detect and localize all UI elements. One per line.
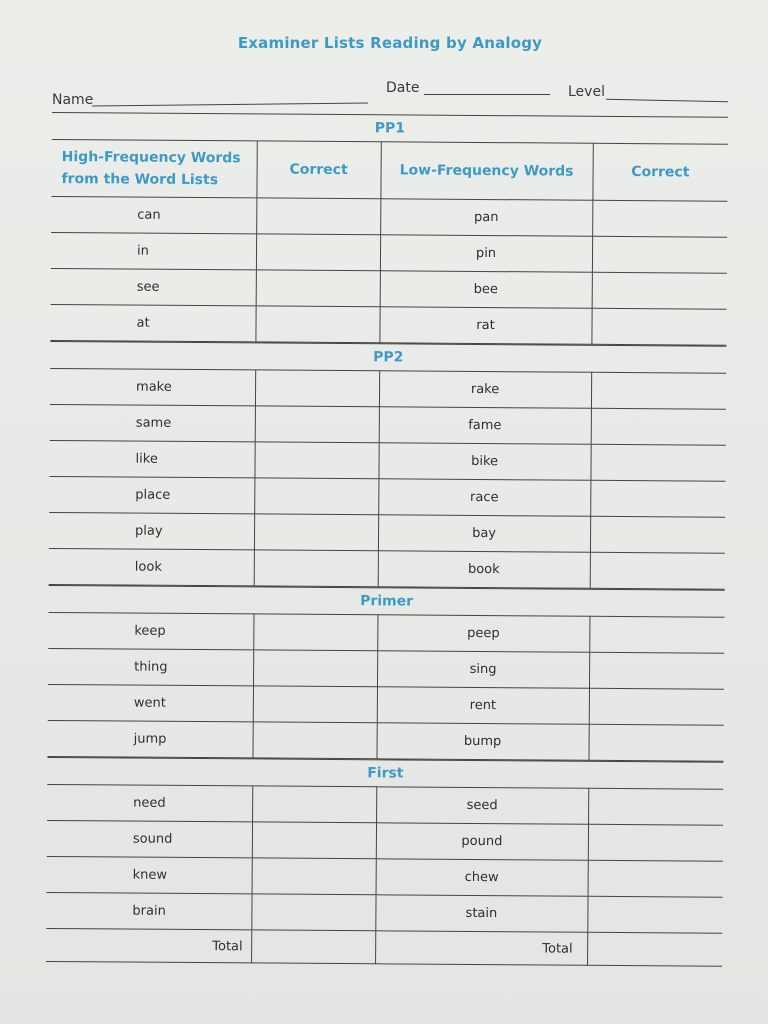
correct-cell[interactable] <box>589 652 724 689</box>
table-row <box>47 856 723 897</box>
section-table-primer <box>47 612 724 762</box>
low-word: bee <box>380 271 592 308</box>
correct-cell[interactable] <box>588 724 723 761</box>
section-title-pp1: PP1 <box>52 112 728 144</box>
correct-cell[interactable] <box>256 198 380 235</box>
correct-cell[interactable] <box>254 514 378 551</box>
correct-cell[interactable] <box>252 786 376 823</box>
high-word: sound <box>47 820 252 857</box>
high-word: jump <box>48 720 253 757</box>
high-word: play <box>49 512 254 549</box>
correct-cell[interactable] <box>254 478 378 515</box>
table-row <box>50 304 726 345</box>
low-word: peep <box>377 615 589 652</box>
high-word: at <box>50 304 255 341</box>
level-label: Level <box>568 84 605 100</box>
total-correct-high[interactable] <box>251 930 375 964</box>
correct-cell[interactable] <box>253 614 377 651</box>
low-word: book <box>378 551 590 588</box>
correct-cell[interactable] <box>251 894 375 931</box>
table-row <box>48 684 724 725</box>
high-word: place <box>49 476 254 513</box>
correct-cell[interactable] <box>588 860 723 897</box>
section-title-first: First <box>47 757 723 789</box>
table-row <box>49 476 725 517</box>
table-row <box>49 548 725 589</box>
high-word: keep <box>48 612 253 649</box>
section-table-pp2 <box>49 368 726 590</box>
low-word: bump <box>376 723 588 760</box>
table-row <box>50 368 726 409</box>
low-word: rat <box>379 307 591 344</box>
correct-cell[interactable] <box>589 688 724 725</box>
table-row <box>47 820 723 861</box>
table-row <box>51 268 727 309</box>
low-word: pan <box>380 199 592 236</box>
low-word: bike <box>378 443 590 480</box>
analogy-table <box>46 112 728 967</box>
correct-cell[interactable] <box>254 550 378 587</box>
column-header-row <box>51 139 727 201</box>
total-correct-low[interactable] <box>587 932 722 966</box>
level-line[interactable] <box>606 99 728 103</box>
page-title: Examiner Lists Reading by Analogy <box>237 34 543 52</box>
correct-cell[interactable] <box>252 858 376 895</box>
correct-cell[interactable] <box>255 406 379 443</box>
table-row <box>48 648 724 689</box>
low-word: pound <box>376 823 588 860</box>
total-row <box>46 928 722 966</box>
correct-cell[interactable] <box>592 200 727 237</box>
section-table-first <box>46 784 723 967</box>
low-word: stain <box>375 895 587 932</box>
high-word: went <box>48 684 253 721</box>
correct-cell[interactable] <box>252 822 376 859</box>
correct-cell[interactable] <box>590 480 725 517</box>
correct-cell[interactable] <box>591 372 726 409</box>
correct-cell[interactable] <box>255 306 379 343</box>
correct-cell[interactable] <box>590 444 725 481</box>
high-word: knew <box>47 856 252 893</box>
low-word: race <box>378 479 590 516</box>
low-word: rake <box>379 371 591 408</box>
high-word: same <box>50 404 255 441</box>
total-label-low: Total <box>375 931 587 965</box>
high-word: make <box>50 368 255 405</box>
name-label: Name <box>52 92 94 108</box>
table-row <box>46 892 722 933</box>
name-line[interactable] <box>92 103 368 107</box>
high-word: brain <box>46 892 251 929</box>
high-word: thing <box>48 648 253 685</box>
high-word: look <box>49 548 254 585</box>
section-title-primer: Primer <box>49 585 725 617</box>
table-row <box>51 196 727 237</box>
correct-cell[interactable] <box>591 408 726 445</box>
high-word: can <box>51 196 256 233</box>
total-label-high: Total <box>46 928 251 962</box>
section-title-pp2: PP2 <box>50 341 726 373</box>
high-word: in <box>51 232 256 269</box>
correct-cell[interactable] <box>587 896 722 933</box>
correct-cell[interactable] <box>256 234 380 271</box>
table-row <box>51 232 727 273</box>
correct-cell[interactable] <box>253 686 377 723</box>
section-table-pp1 <box>50 139 727 346</box>
date-line[interactable] <box>424 94 550 95</box>
table-row <box>49 512 725 553</box>
high-word: like <box>49 440 254 477</box>
correct-cell[interactable] <box>592 236 727 273</box>
correct-header: Correct <box>592 143 727 201</box>
table-row <box>49 440 725 481</box>
low-word: pin <box>380 235 592 272</box>
correct-cell[interactable] <box>256 270 380 307</box>
correct-cell[interactable] <box>592 272 727 309</box>
correct-cell[interactable] <box>254 442 378 479</box>
correct-cell[interactable] <box>253 650 377 687</box>
correct-cell[interactable] <box>588 824 723 861</box>
low-frequency-header: Low-Frequency Words <box>380 142 592 200</box>
low-word: fame <box>379 407 591 444</box>
correct-cell[interactable] <box>590 552 725 589</box>
high-frequency-header: High-Frequency Words from the Word Lists <box>51 139 256 197</box>
correct-cell[interactable] <box>255 370 379 407</box>
low-word: sing <box>377 651 589 688</box>
table-row <box>47 784 723 825</box>
correct-header: Correct <box>256 141 380 199</box>
table-row <box>48 720 724 761</box>
low-word: seed <box>376 787 588 824</box>
correct-cell[interactable] <box>590 516 725 553</box>
table-row <box>50 404 726 445</box>
low-word: rent <box>377 687 589 724</box>
high-word: see <box>51 268 256 305</box>
correct-cell[interactable] <box>589 616 724 653</box>
low-word: chew <box>376 859 588 896</box>
correct-cell[interactable] <box>591 308 726 345</box>
table-row <box>48 612 724 653</box>
correct-cell[interactable] <box>588 788 723 825</box>
date-label: Date <box>386 80 420 96</box>
low-word: bay <box>378 515 590 552</box>
high-word: need <box>47 784 252 821</box>
correct-cell[interactable] <box>252 722 376 759</box>
